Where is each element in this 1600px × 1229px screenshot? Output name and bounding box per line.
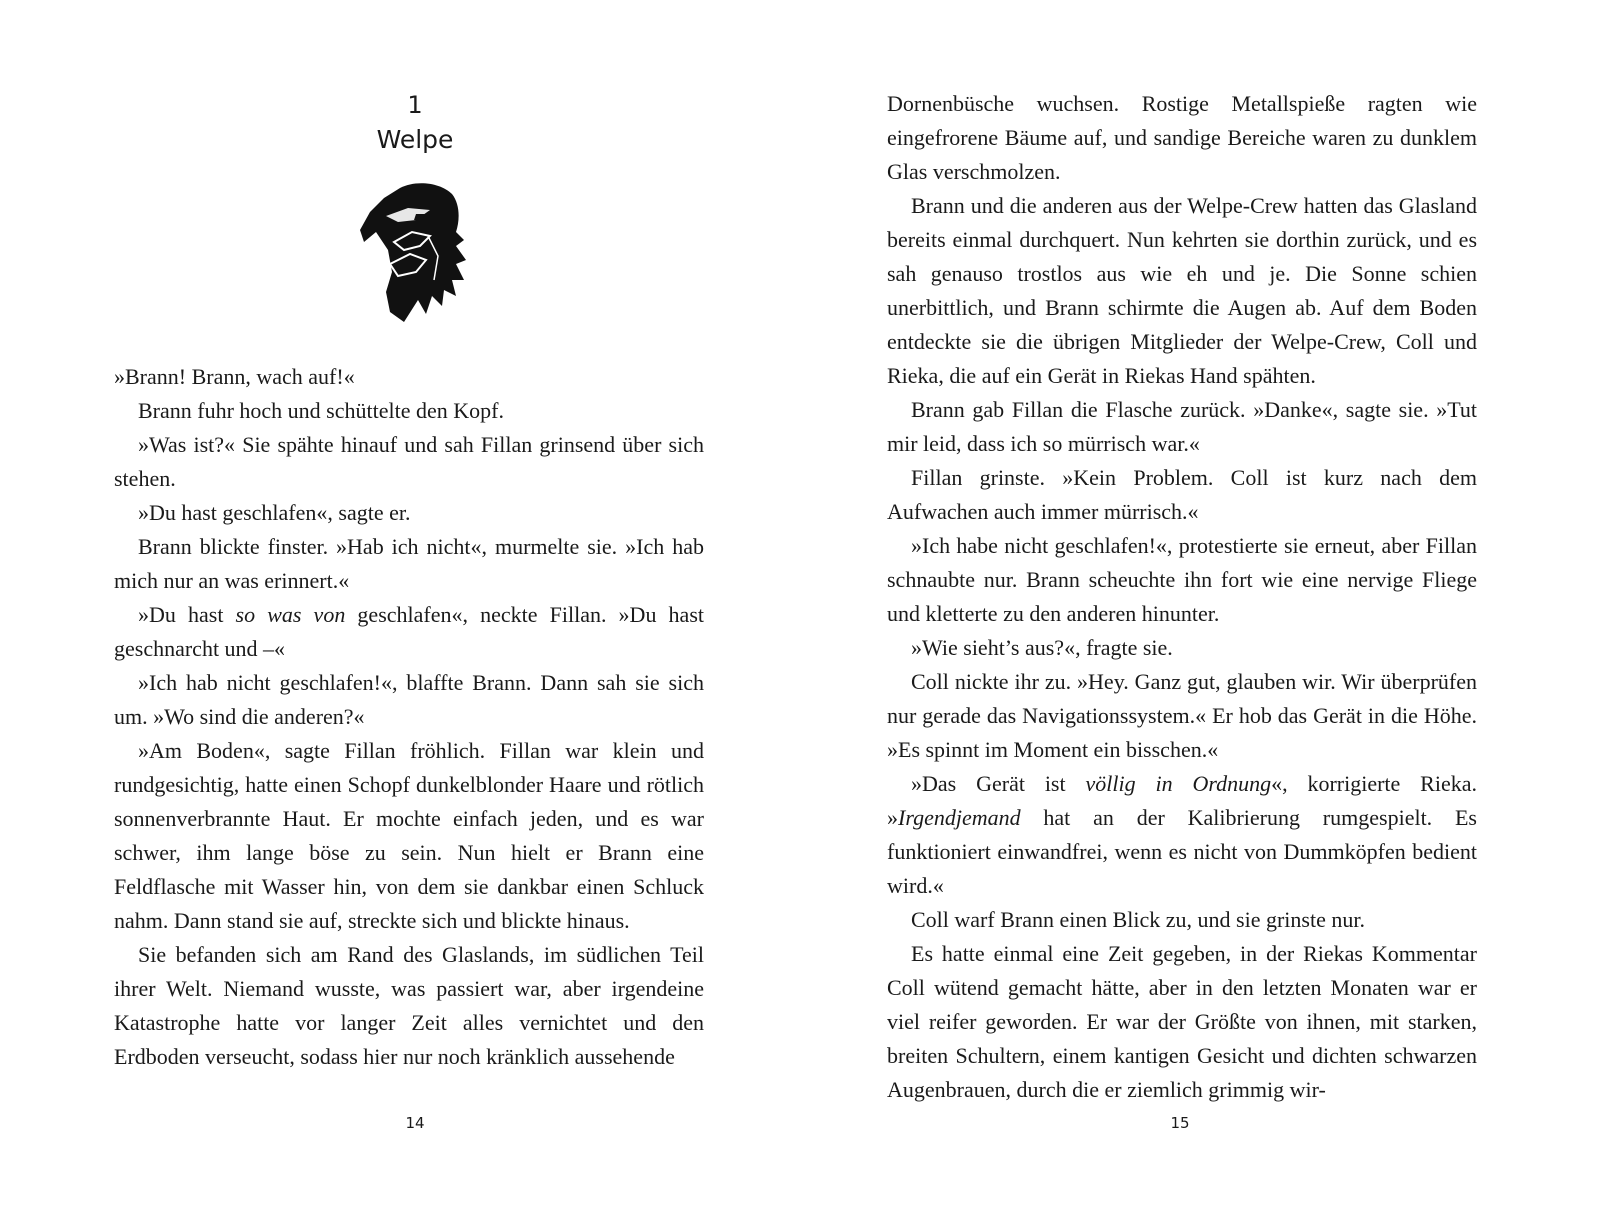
paragraph: Dornenbüsche wuchsen. Rostige Metallspieße ragten wie eingefrorene Bäume auf, und sandige Bereiche waren zu dunklem Glas verschmolzen. <box>887 91 1477 184</box>
paragraph: »Du hast so was von geschlafen«, neckte Fillan. »Du hast geschnarcht und –« <box>114 602 704 661</box>
paragraph: »Am Boden«, sagte Fillan fröhlich. Fillan war klein und rundgesichtig, hatte einen Schopf dunkelblonder Haare und rötlich sonnenverbrannte Haut. Er mochte einfach jeden, und es war schwer, ihm lange böse zu sein. Nun hielt er Brann eine Feldflasche mit Wasser hin, von dem sie dankbar einen Schluck nahm. Dann stand sie auf, streckte sich und blickte hinaus. <box>114 738 704 933</box>
left-page-text <box>114 360 704 1074</box>
paragraph: Brann und die anderen aus der Welpe-Crew hatten das Glasland bereits einmal durchquert. Nun kehrten sie dorthin zurück, und es sah genauso trostlos aus wie eh und je. Die Sonne schien unerbittlich, und Brann schirmte die Augen ab. Auf dem Boden entdeckte sie die übrigen Mitglieder der Welpe-Crew, Coll und Rieka, die auf ein Gerät in Riekas Hand spähten. <box>887 193 1477 388</box>
paragraph: »Was ist?« Sie spähte hinauf und sah Fillan grinsend über sich stehen. <box>114 432 704 491</box>
paragraph: Coll nickte ihr zu. »Hey. Ganz gut, glauben wir. Wir überprüfen nur gerade das Navigationssystem.« Er hob das Gerät in die Höhe. »Es spinnt im Moment ein bisschen.« <box>887 669 1477 762</box>
paragraph: Coll warf Brann einen Blick zu, und sie grinste nur. <box>911 907 1365 932</box>
emphasis: völlig in Ordnung <box>1085 771 1272 796</box>
paragraph: Sie befanden sich am Rand des Glaslands, im südlichen Teil ihrer Welt. Niemand wusste, was passiert war, aber irgendeine Katastrophe hatte vor langer Zeit alles vernichtet und den Erdboden verseucht, sodass hier nur noch kränklich aussehende <box>114 942 704 1069</box>
page-number: 15 <box>1170 1114 1190 1132</box>
right-page <box>800 0 1600 1229</box>
paragraph: Brann fuhr hoch und schüttelte den Kopf. <box>138 398 504 423</box>
paragraph: »Wie sieht’s aus?«, fragte sie. <box>911 635 1173 660</box>
paragraph: »Du hast geschlafen«, sagte er. <box>138 500 411 525</box>
right-page-text <box>887 87 1477 1107</box>
paragraph: Fillan grinste. »Kein Problem. Coll ist kurz nach dem Aufwachen auch immer mürrisch.« <box>887 465 1477 524</box>
paragraph: Brann gab Fillan die Flasche zurück. »Danke«, sagte sie. »Tut mir leid, dass ich so mürrisch war.« <box>887 397 1477 456</box>
paragraph: Brann blickte finster. »Hab ich nicht«, murmelte sie. »Ich hab mich nur an was erinnert.« <box>114 534 704 593</box>
raven-head-icon <box>360 180 470 322</box>
paragraph: Es hatte einmal eine Zeit gegeben, in der Riekas Kommentar Coll wütend gemacht hätte, aber in den letzten Monaten war er viel reifer geworden. Er war der Größte von ihnen, mit starken, breiten Schultern, einem kantigen Gesicht und dichten schwarzen Augenbrauen, durch die er ziemlich grimmig wir- <box>887 941 1477 1102</box>
page-number: 14 <box>405 1114 425 1132</box>
emphasis: so was von <box>235 602 346 627</box>
chapter-title: Welpe <box>376 125 454 154</box>
paragraph: »Ich habe nicht geschlafen!«, protestierte sie erneut, aber Fillan schnaubte nur. Brann scheuchte ihn fort wie eine nervige Fliege und kletterte zu den anderen hinunter. <box>887 533 1477 626</box>
paragraph: »Brann! Brann, wach auf!« <box>114 364 355 389</box>
paragraph: »Das Gerät ist völlig in Ordnung«, korrigierte Rieka. »Irgendjemand hat an der Kalibrierung rumgespielt. Es funktioniert einwandfrei, wenn es nicht von Dummköpfen bedient wird.« <box>887 771 1477 898</box>
chapter-number: 1 <box>407 91 423 119</box>
emphasis: Irgendjemand <box>898 805 1021 830</box>
paragraph: »Ich hab nicht geschlafen!«, blaffte Brann. Dann sah sie sich um. »Wo sind die anderen?« <box>114 670 704 729</box>
